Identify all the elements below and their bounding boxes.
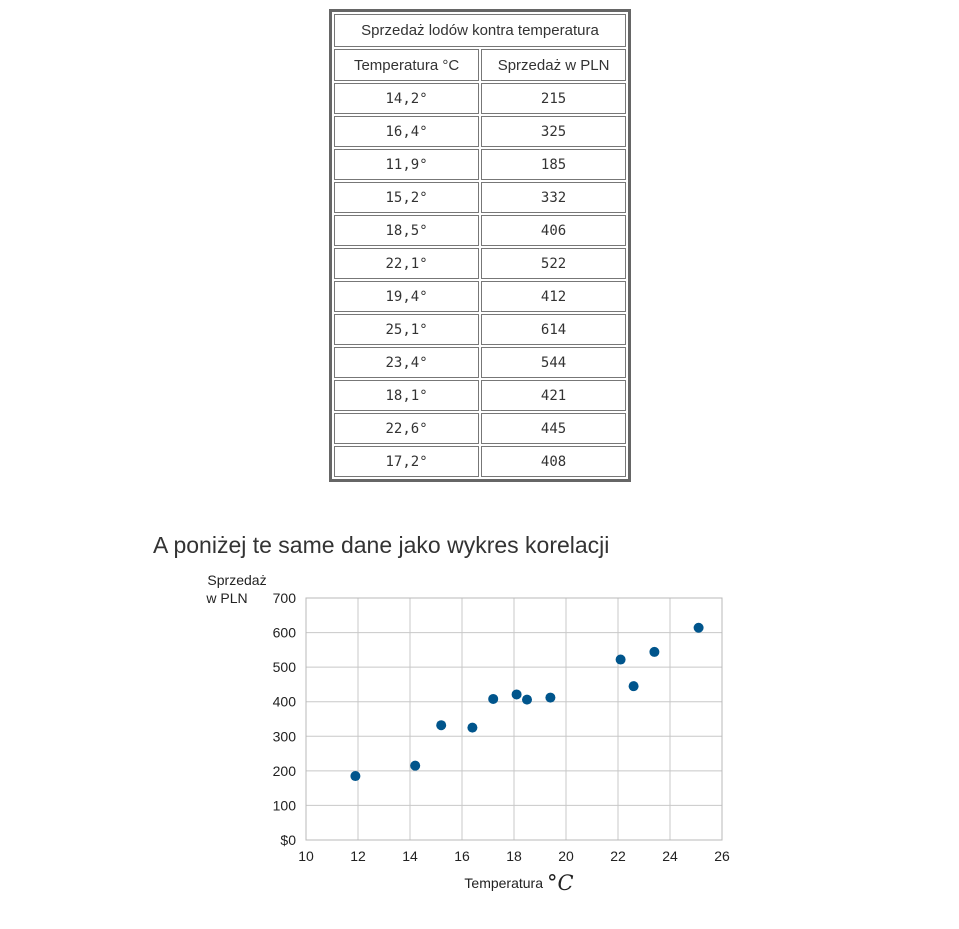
data-point — [545, 693, 555, 703]
cell-temperature: 19,4° — [334, 281, 479, 312]
cell-temperature: 18,5° — [334, 215, 479, 246]
data-point — [488, 694, 498, 704]
cell-temperature: 14,2° — [334, 83, 479, 114]
cell-sales: 412 — [481, 281, 626, 312]
cell-sales: 332 — [481, 182, 626, 213]
cell-sales: 522 — [481, 248, 626, 279]
data-point — [467, 723, 477, 733]
data-point — [350, 771, 360, 781]
cell-sales: 421 — [481, 380, 626, 411]
x-tick-label: 24 — [662, 848, 678, 864]
data-point — [436, 720, 446, 730]
x-tick-label: 12 — [350, 848, 366, 864]
cell-sales: 325 — [481, 116, 626, 147]
cell-sales: 544 — [481, 347, 626, 378]
y-tick-label: 600 — [272, 624, 296, 641]
cell-temperature: 16,4° — [334, 116, 479, 147]
x-tick-label: 22 — [610, 848, 626, 864]
x-tick-label: 20 — [558, 848, 574, 864]
cell-sales: 185 — [481, 149, 626, 180]
y-tick-label: 300 — [272, 728, 296, 745]
y-tick-label: 200 — [272, 762, 296, 779]
data-point — [522, 695, 532, 705]
cell-temperature: 25,1° — [334, 314, 479, 345]
header-sales: Sprzedaż w PLN — [481, 49, 626, 81]
x-tick-label: 14 — [402, 848, 418, 864]
axes — [273, 590, 730, 864]
cell-sales: 408 — [481, 446, 626, 477]
cell-temperature: 22,1° — [334, 248, 479, 279]
x-tick-label: 16 — [454, 848, 470, 864]
y-tick-label: $0 — [280, 832, 296, 848]
data-point — [649, 647, 659, 657]
y-tick-label: 400 — [272, 693, 296, 710]
data-point — [694, 623, 704, 633]
cell-sales: 445 — [481, 413, 626, 444]
data-point — [512, 689, 522, 699]
data-point — [616, 655, 626, 665]
x-tick-label: 10 — [298, 848, 314, 864]
cell-temperature: 15,2° — [334, 182, 479, 213]
x-axis-unit: °C — [547, 871, 574, 895]
cell-sales: 614 — [481, 314, 626, 345]
x-axis-title: Temperatura — [464, 875, 543, 891]
cell-temperature: 18,1° — [334, 380, 479, 411]
y-tick-label: 700 — [272, 590, 296, 606]
y-axis-title-line-2: w PLN — [206, 590, 248, 606]
header-temperature-label: Temperatura — [353, 56, 439, 74]
cell-sales: 215 — [481, 83, 626, 114]
cell-temperature: 17,2° — [334, 446, 479, 477]
data-point — [629, 681, 639, 691]
chart-heading: A poniżej te same dane jako wykres korelacji — [153, 532, 610, 558]
x-tick-label: 18 — [506, 848, 522, 864]
data-point — [410, 761, 420, 771]
y-tick-label: 100 — [272, 797, 296, 814]
grid — [306, 598, 722, 840]
table-caption: Sprzedaż lodów kontra temperatura — [334, 14, 626, 47]
cell-sales: 406 — [481, 215, 626, 246]
x-tick-label: 26 — [714, 848, 730, 864]
header-temperature-unit: °C — [442, 56, 460, 74]
y-axis-title-line-1: Sprzedaż — [207, 572, 267, 588]
y-tick-label: 500 — [272, 659, 296, 676]
cell-temperature: 23,4° — [334, 347, 479, 378]
cell-temperature: 22,6° — [334, 413, 479, 444]
cell-temperature: 11,9° — [334, 149, 479, 180]
